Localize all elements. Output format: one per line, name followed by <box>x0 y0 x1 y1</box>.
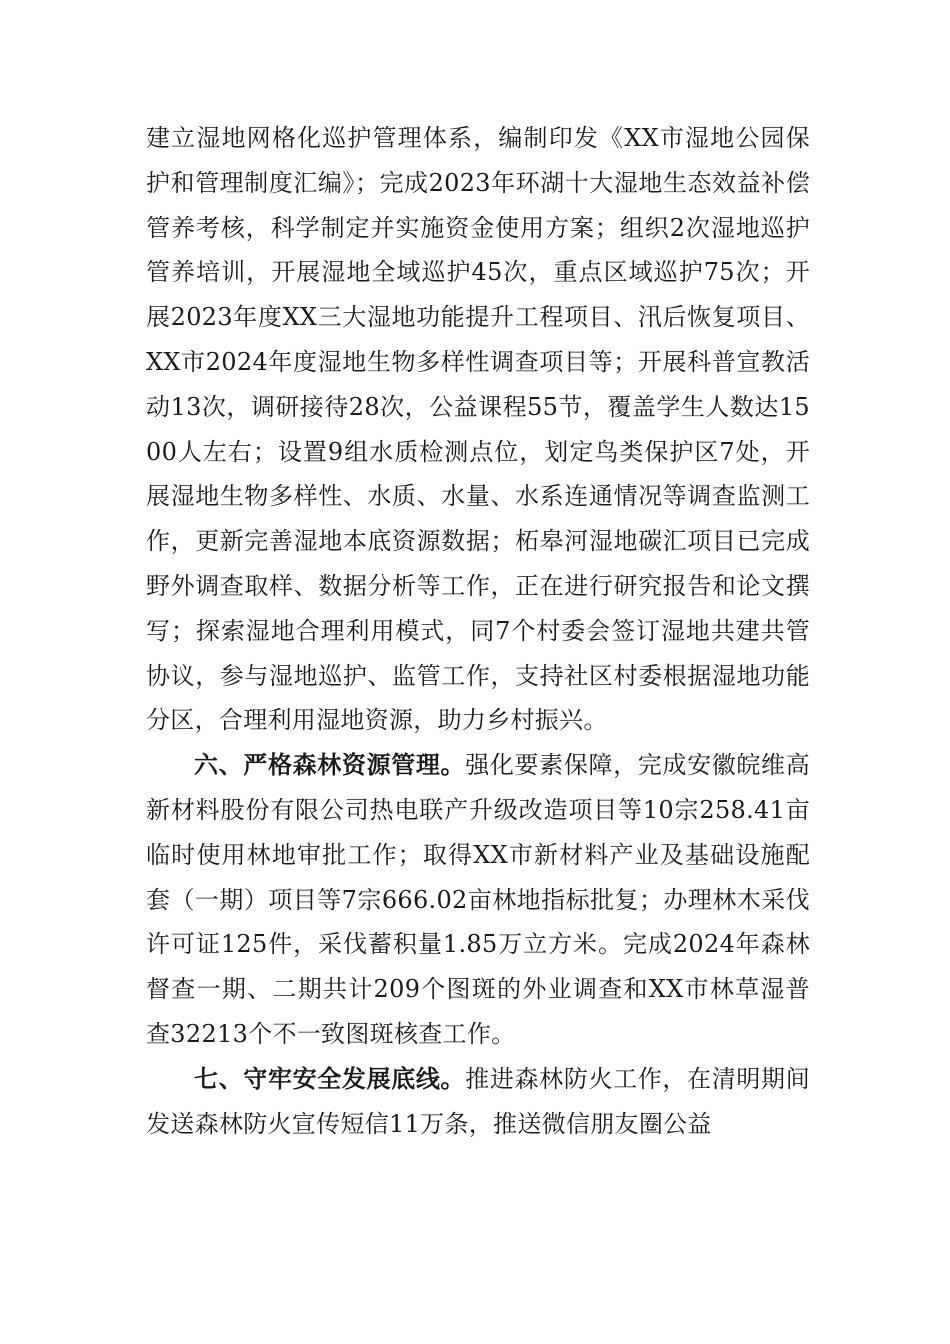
section-7-body: 推进森林防火工作，在清明期间发送森林防火宣传短信11万条，推送微信朋友圈公益 <box>146 1064 810 1138</box>
section-7-heading: 七、守牢安全发展底线。 <box>194 1064 466 1093</box>
paragraph-section-7 <box>146 1057 810 1147</box>
paragraph-wetland-protection: 建立湿地网格化巡护管理体系，编制印发《XX市湿地公园保护和管理制度汇编》；完成2023年环湖十大湿地生态效益补偿管养考核，科学制定并实施资金使用方案；组织2次湿地巡护管养培训，开展湿地全域巡护45次，重点区域巡护75次；开展2023年度XX三大湿地功能提升工程项目、汛后恢复项目、XX市2024年度湿地生物多样性调查项目等；开展科普宣教活动13次，调研接待28次，公益课程55节，覆盖学生人数达1500人左右；设置9组水质检测点位，划定鸟类保护区7处，开展湿地生物多样性、水质、水量、水系连通情况等调查监测工作，更新完善湿地本底资源数据；柘皋河湿地碳汇项目已完成野外调查取样、数据分析等工作，正在进行研究报告和论文撰写；探索湿地合理利用模式，同7个村委会签订湿地共建共管协议，参与湿地巡护、监管工作，支持社区村委根据湿地功能分区，合理利用湿地资源，助力乡村振兴。 <box>146 124 810 735</box>
document-page <box>146 116 810 1146</box>
section-6-body: 强化要素保障，完成安徽皖维高新材料股份有限公司热电联产升级改造项目等10宗258.41亩临时使用林地审批工作；取得XX市新材料产业及基础设施配套（一期）项目等7宗666.02亩林地指标批复；办理林木采伐许可证125件，采伐蓄积量1.85万立方米。完成2024年森林督查一期、二期共计209个图斑的外业调查和XX市林草湿普查32213个不一致图斑核查工作。 <box>146 751 810 1048</box>
section-6-heading: 六、严格森林资源管理。 <box>194 751 466 780</box>
paragraph-section-6 <box>146 743 810 1057</box>
